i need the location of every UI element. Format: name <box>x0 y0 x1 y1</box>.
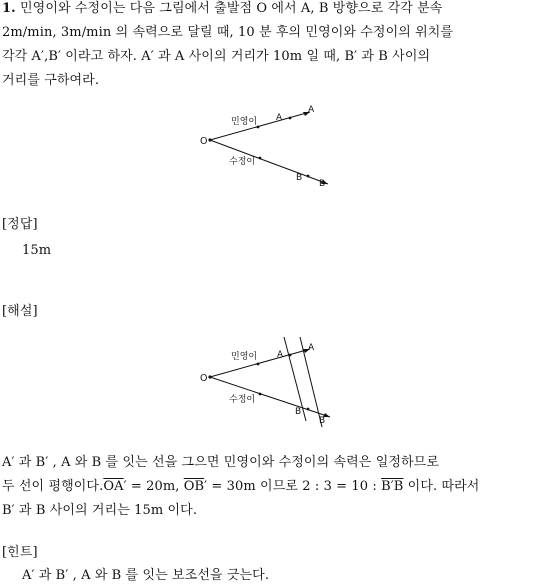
problem-line-3: 각각 A′,B′ 이라고 하자. A′ 과 A 사이의 거리가 10m 일 때, B′ 과 B 사이의 <box>2 49 431 64</box>
solution-line-1: A′ 과 B′ , A 와 B 를 잇는 선을 그으면 민영이와 수정이의 속력은 일정하므로 <box>2 455 439 470</box>
label-b-prime: B <box>296 173 303 183</box>
point-minyoung-solution <box>257 363 260 366</box>
ray-ob-solution <box>210 377 330 417</box>
ray-ob <box>210 140 328 184</box>
point-o-solution <box>208 375 211 378</box>
hint-text: A′ 과 B′ , A 와 B 를 잇는 보조선을 긋는다. <box>22 568 270 583</box>
point-sujeong <box>259 157 262 160</box>
point-o <box>208 138 211 141</box>
point-b-prime <box>307 175 310 178</box>
solution-line-2-end: 이다. 따라서 <box>403 479 480 494</box>
label-o: O <box>200 136 208 147</box>
hint-heading: [힌트] <box>2 545 38 560</box>
segment-bb: B′B <box>381 479 404 494</box>
problem-line-4: 거리를 구하여라. <box>2 73 100 88</box>
label-minyoung-solution: 민영이 <box>231 352 258 362</box>
label-o-solution: O <box>200 373 208 384</box>
label-minyoung: 민영이 <box>231 117 258 127</box>
answer-heading: [정답] <box>2 217 38 232</box>
answer-value: 15m <box>22 243 52 258</box>
solution-line-2-start: 두 선이 평행이다. <box>2 479 104 494</box>
problem-line-1 <box>2 0 442 17</box>
label-b: B <box>319 179 326 189</box>
solution-figure <box>198 335 338 431</box>
label-a-solution: A <box>308 343 315 353</box>
solution-line-2-mid2: ′ = 30m 이므로 2 : 3 = 10 : <box>204 479 382 494</box>
problem-number: 1. <box>2 1 16 16</box>
problem-line-2: 2m/min, 3m/min 의 속력으로 달릴 때, 10 분 후의 민영이와 수정이의 위치를 <box>2 25 454 40</box>
ray-oa-solution <box>210 349 310 377</box>
label-a-prime: A <box>276 113 283 123</box>
solution-line-2 <box>2 478 479 495</box>
problem-text-1: 민영이와 수정이는 다음 그림에서 출발점 O 에서 A, B 방향으로 각각 분속 <box>20 1 443 16</box>
solution-heading: [해설] <box>2 304 38 319</box>
label-a: A <box>308 105 315 115</box>
segment-ob: $\overline{OB}$ <box>183 479 205 494</box>
solution-line-3: B′ 과 B 사이의 거리는 15m 이다. <box>2 503 198 518</box>
label-sujeong-solution: 수정이 <box>229 395 256 405</box>
point-sujeong-solution <box>259 393 262 396</box>
label-b-solution: B <box>319 416 326 426</box>
ray-oa <box>210 112 310 140</box>
label-sujeong: 수정이 <box>229 157 256 167</box>
label-b-prime-solution: B <box>295 407 302 417</box>
label-a-prime-solution: A <box>277 350 284 360</box>
point-a-prime <box>289 117 292 120</box>
segment-oa: $\overline{OA}$ <box>103 479 124 494</box>
problem-figure <box>198 100 338 192</box>
solution-line-2-mid1: ′ = 20m, <box>123 479 184 494</box>
point-b-prime-solution <box>307 408 310 411</box>
point-a-prime-solution <box>289 354 292 357</box>
